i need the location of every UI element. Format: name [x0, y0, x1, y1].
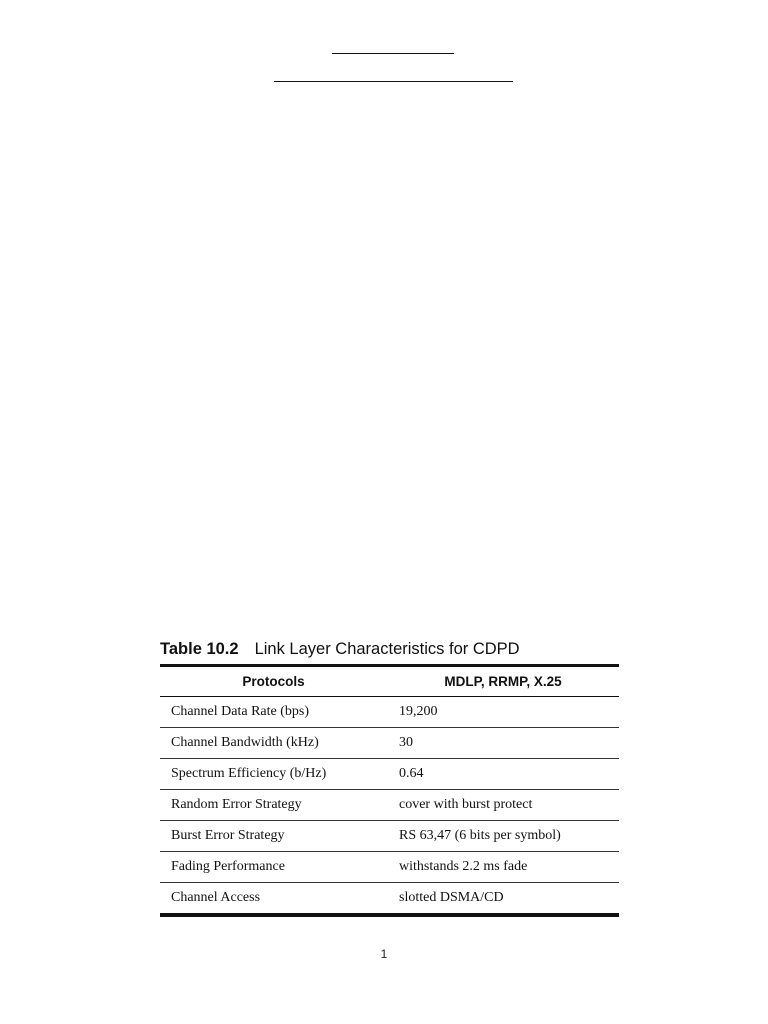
- row-value: cover with burst protect: [387, 790, 619, 821]
- row-value: withstands 2.2 ms fade: [387, 852, 619, 883]
- row-label: Random Error Strategy: [160, 790, 387, 821]
- header-protocols: Protocols: [160, 666, 387, 697]
- table-caption: [160, 638, 619, 664]
- row-label: Channel Bandwidth (kHz): [160, 728, 387, 759]
- row-label: Burst Error Strategy: [160, 821, 387, 852]
- row-value: 30: [387, 728, 619, 759]
- page-number: 1: [380, 947, 388, 961]
- table-caption-number: Table 10.2: [160, 640, 239, 658]
- row-value: RS 63,47 (6 bits per symbol): [387, 821, 619, 852]
- table-row: [160, 697, 619, 728]
- header-protocol-values: MDLP, RRMP, X.25: [387, 666, 619, 697]
- table-row: [160, 759, 619, 790]
- row-value: 0.64: [387, 759, 619, 790]
- top-long-rule: [274, 81, 513, 82]
- table-row: [160, 790, 619, 821]
- row-value: 19,200: [387, 697, 619, 728]
- table-header-row: [160, 666, 619, 697]
- row-label: Spectrum Efficiency (b/Hz): [160, 759, 387, 790]
- row-label: Channel Data Rate (bps): [160, 697, 387, 728]
- top-short-rule: [332, 53, 454, 54]
- table-row: [160, 852, 619, 883]
- table-block: [160, 638, 619, 917]
- row-label: Channel Access: [171, 890, 261, 905]
- table-row: [160, 821, 619, 852]
- row-label: Fading Performance: [160, 852, 387, 883]
- table-row: [160, 883, 619, 916]
- row-value: slotted DSMA/CD: [399, 890, 504, 905]
- link-layer-table: [160, 664, 619, 917]
- table-row: [160, 728, 619, 759]
- table-caption-title: Link Layer Characteristics for CDPD: [254, 640, 520, 658]
